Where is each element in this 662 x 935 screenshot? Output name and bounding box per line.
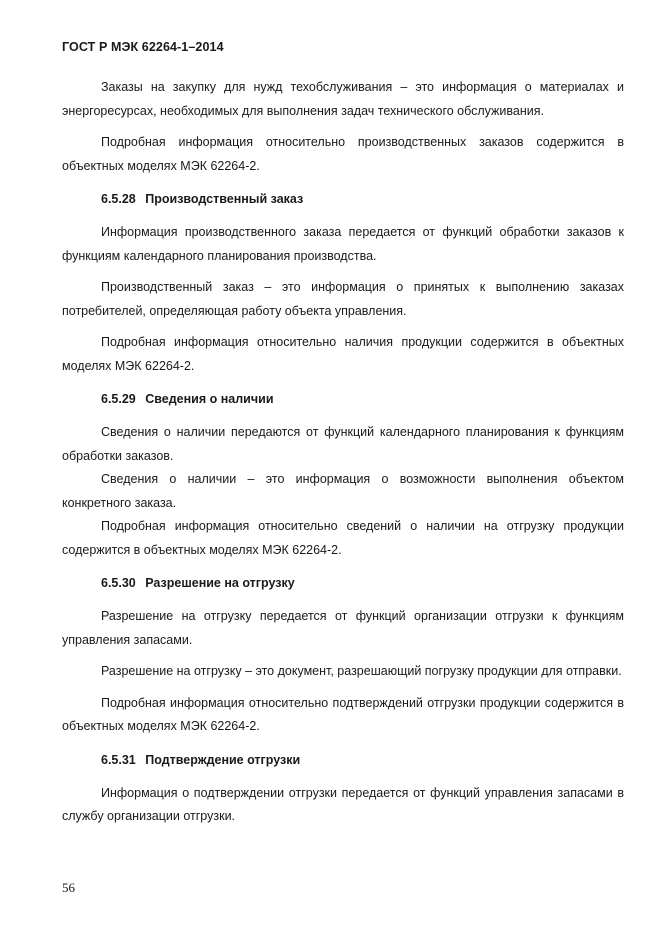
paragraph: Информация о подтверждении отгрузки передается от функций управления запасами в службу организации отгрузки.: [62, 785, 624, 823]
section-heading-6-5-28: [101, 188, 624, 211]
section-title: Разрешение на отгрузку: [145, 576, 295, 590]
section-title: Сведения о наличии: [145, 392, 274, 406]
paragraph: Производственный заказ – это информация о принятых к выполнению заказах потребителей, определяющая работу объекта управления.: [62, 280, 624, 318]
section-number: 6.5.30: [101, 576, 136, 590]
paragraph: Информация производственного заказа передается от функций обработки заказов к функциям календарного планирования производства.: [62, 225, 624, 263]
paragraph: Разрешение на отгрузку – это документ, разрешающий погрузку продукции для отправки.: [101, 664, 622, 678]
paragraph: Сведения о наличии – это информация о возможности выполнения объектом конкретного заказа.: [62, 472, 624, 510]
paragraph: Разрешение на отгрузку передается от функций организации отгрузки к функциям управления запасами.: [62, 609, 624, 647]
paragraph: Подробная информация относительно производственных заказов содержится в объектных моделях МЭК 62264-2.: [62, 135, 624, 173]
paragraph: Подробная информация относительно сведений о наличии на отгрузку продукции содержится в объектных моделях МЭК 62264-2.: [62, 519, 624, 557]
section-number: 6.5.28: [101, 192, 136, 206]
paragraph: Сведения о наличии передаются от функций календарного планирования к функциям обработки заказов.: [62, 425, 624, 463]
section-heading-6-5-30: [101, 572, 624, 595]
section-title: Подтверждение отгрузки: [145, 752, 301, 767]
section-title: Производственный заказ: [145, 192, 304, 206]
section-number: 6.5.31: [101, 752, 136, 767]
page-number: 56: [62, 880, 75, 895]
paragraph: Подробная информация относительно подтверждений отгрузки продукции содержится в объектных моделях МЭК 62264-2.: [62, 695, 624, 733]
document-header: ГОСТ Р МЭК 62264-1–2014: [62, 40, 224, 54]
section-heading-6-5-29: [101, 388, 624, 411]
section-heading-6-5-31: [101, 749, 624, 772]
section-number: 6.5.29: [101, 392, 136, 406]
paragraph: Подробная информация относительно наличия продукции содержится в объектных моделях МЭК 62264-2.: [62, 335, 624, 373]
document-body: [62, 76, 624, 837]
paragraph: Заказы на закупку для нужд техобслуживания – это информация о материалах и энергоресурсах, необходимых для выполнения задач технического обслуживания.: [62, 80, 624, 118]
